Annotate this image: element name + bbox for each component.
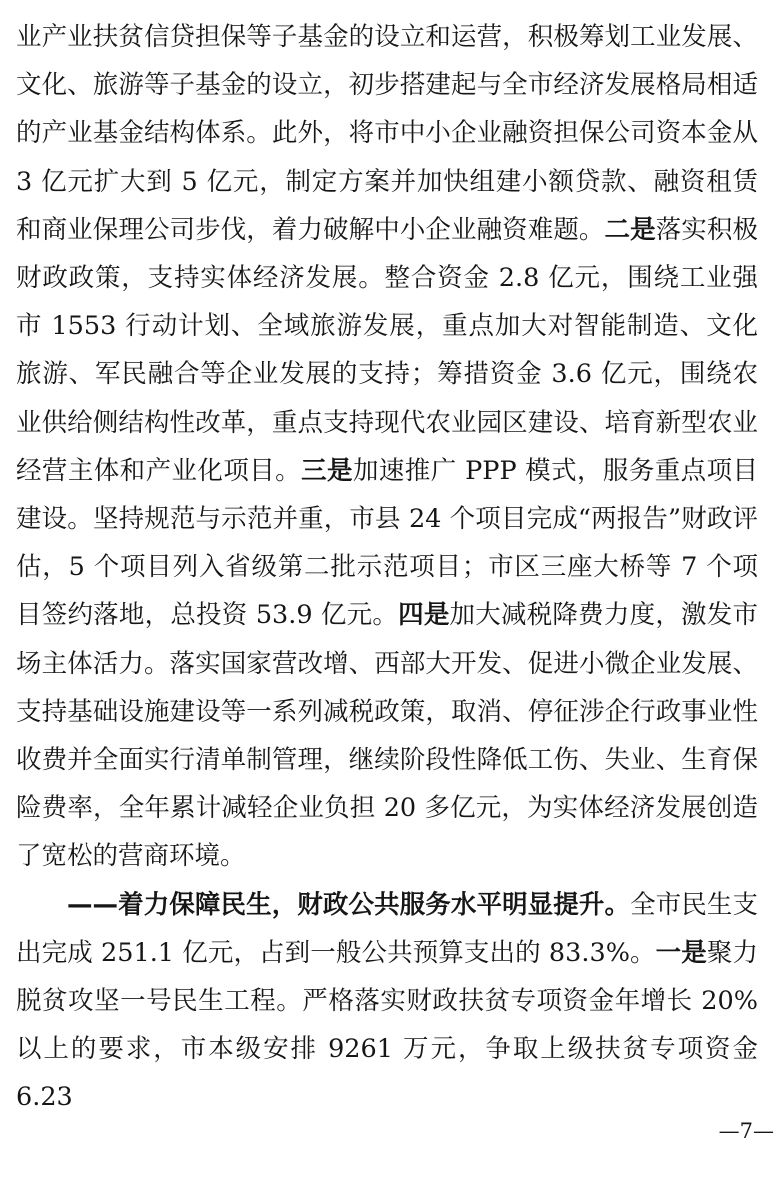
emphasis-run: 四是	[398, 600, 450, 631]
emphasis-run: 一是	[655, 937, 707, 968]
text-run: 加速推广 PPP 模式，服务重点项目建设。坚持规范与示范并重，市县 24 个项目完成“两报告”财政评估，5 个项目列入省级第二批示范项目；市区三座大桥等 7 个项目签约落地，总投资 53.9 亿元。	[16, 455, 758, 631]
text-run: 加大减税降费力度，激发市场主体活力。落实国家营改增、西部大开发、促进小微企业发展、支持基础设施建设等一系列减税政策，取消、停征涉企行政事业性收费并全面实行清单制管理，继续阶段性降低工伤、失业、生育保险费率，全年累计减轻企业负担 20 多亿元，为实体经济发展创造了宽松的营商环境。	[16, 600, 758, 872]
document-body	[16, 13, 758, 1122]
text-run: 业产业扶贫信贷担保等子基金的设立和运营，积极筹划工业发展、文化、旅游等子基金的设立，初步搭建起与全市经济发展格局相适的产业基金结构体系。此外，将市中小企业融资担保公司资本金从 3 亿元扩大到 5 亿元，制定方案并加快组建小额贷款、融资租赁和商业保理公司步伐，着力破解中小企业融资难题。	[16, 22, 758, 245]
emphasis-run: ——着力保障民生，财政公共服务水平明显提升。	[67, 889, 631, 920]
text-run: 全市民生支出完成 251.1 亿元，占到一般公共预算支出的 83.3%。	[16, 889, 758, 968]
paragraph	[16, 881, 758, 1122]
emphasis-run: 二是	[604, 214, 656, 245]
page-number: —7—	[718, 1119, 774, 1143]
text-run: 落实积极财政政策，支持实体经济发展。整合资金 2.8 亿元，围绕工业强市 1553 行动计划、全域旅游发展，重点加大对智能制造、文化旅游、军民融合等企业发展的支持；筹措资金 3.6 亿元，围绕农业供给侧结构性改革，重点支持现代农业园区建设、培育新型农业经营主体和产业化项目。	[16, 214, 758, 486]
text-run: 聚力脱贫攻坚一号民生工程。严格落实财政扶贫专项资金年增长 20%以上的要求，市本级安排 9261 万元，争取上级扶贫专项资金 6.23	[16, 937, 758, 1113]
paragraph	[16, 13, 758, 881]
emphasis-run: 三是	[301, 455, 353, 486]
